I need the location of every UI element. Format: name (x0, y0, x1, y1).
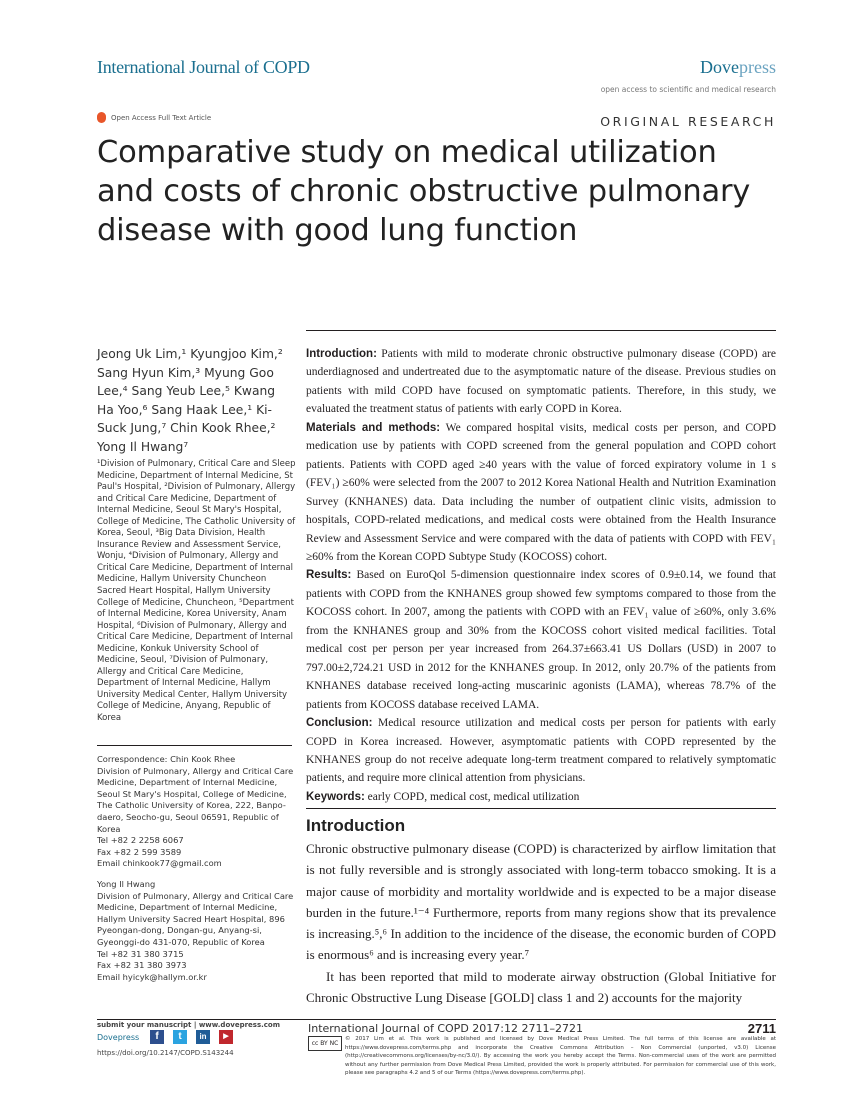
article-title: Comparative study on medical utilization and costs of chronic obstructive pulmonary disease with good lung function (97, 135, 751, 248)
page-number: 2711 (747, 1021, 776, 1036)
publisher-logo (700, 57, 776, 78)
section-text: Based on EuroQol 5-dimension questionnaire index scores of 0.9±0.14, we found that patients with COPD from the KNHANES group showed few symptoms compared to those from the KOCOSS cohort. In 2007, among the patients with COPD with an FEV₁ value of ≥60%, only 3.6% from the KNHANES group and 30% from the KOCOSS cohort visited medical facilities. Total medical cost per person per year increased from 264.37±663.41 US Dollars (USD) in 2007 to 797.00±2,724.21 USD in 2012 for the KNHANES group. In 2012, only 20.7% of the patients from KNHANES database received long-acting muscarinic agonists (LAMA), whereas 78.7% of the patients from KOCOSS database received LAMA. (306, 569, 776, 711)
paragraph: It has been reported that mild to moderate airway obstruction (Global Initiative for Chronic Obstructive Lung Disease [GOLD] class 1 and 2) accounts for the majority (306, 968, 776, 1006)
section-text: Medical resource utilization and medical costs per person for patients with early COPD in Korea increased. However, asymptomatic patients with COPD represented by the KNHANES group do not receive adequate long-term treatment compared to relatively symptomatic patients, and require more clinical attention from physicians. (306, 717, 776, 785)
section-heading-introduction: Introduction (306, 816, 406, 835)
abstract (306, 345, 776, 806)
open-access-text: Open Access Full Text Article (111, 113, 212, 122)
article-type: ORIGINAL RESEARCH (600, 114, 776, 129)
abstract-methods (306, 419, 776, 567)
brand-main: Dove (700, 57, 739, 77)
open-access-label (97, 112, 211, 123)
correspondence-secondary: Yong Il Hwang Division of Pulmonary, Allergy and Critical Care Medicine, Department of Internal Medicine, Hallym University Sacred Heart Hospital, 896 Pyeongan-dong, Dongan-gu, Anyang-si, Gyeonggi-do 431-070, Republic of Korea Tel +82 31 380 3715 Fax +82 31 380 3973 Email hyicyk@hallym.or.kr (97, 878, 294, 982)
brand-sub: press (739, 57, 776, 77)
section-label: Conclusion: (306, 717, 373, 730)
doi-link[interactable]: https://doi.org/10.2147/COPD.S143244 (97, 1049, 234, 1057)
section-text: Patients with mild to moderate chronic obstructive pulmonary disease (COPD) are underdiagnosed and undertreated due to the asymptomatic nature of the disease. Previous studies on patients with mild COPD have focused on symptomatic patients. Therefore, in this study, we evaluated the treatment status of patients with early COPD in Korea. (306, 348, 776, 416)
abstract-results (306, 566, 776, 714)
creative-commons-badge[interactable]: cc BY NC (308, 1036, 342, 1051)
publisher-tagline: open access to scientific and medical research (600, 85, 776, 94)
footer-brand: Dovepress (97, 1033, 140, 1042)
introduction-body (306, 838, 776, 1008)
linkedin-icon[interactable]: in (196, 1030, 210, 1044)
section-text: early COPD, medical cost, medical utilization (364, 790, 580, 803)
twitter-icon[interactable]: t (173, 1030, 187, 1044)
section-text: We compared hospital visits, medical costs per person, and COPD medication use by patients with COPD screened from the general population and COPD cohort patients. Patients with COPD aged ≥40 years with the value of forced expiratory volume in 1 s (FEV₁) ≥60% were selected from the 2007 to 2012 Korea National Health and Nutrition Examination Survey (KNHANES) data. Data including the number of outpatient clinic visits, admission to hospitals, COPD-related medications, and medical costs were obtained from the Health Insurance Review and Assessment Service and were compared with the data of patients with COPD with FEV₁ ≥60% from the Korean COPD Subtype Study (KOCOSS) cohort. (306, 421, 776, 563)
social-links (150, 1030, 233, 1044)
abstract-divider (306, 330, 776, 331)
intro-divider (306, 808, 776, 809)
abstract-conclusion (306, 714, 776, 788)
affiliations: ¹Division of Pulmonary, Critical Care and Sleep Medicine, Department of Internal Medicine, St Paul's Hospital, ²Division of Pulmonary, Allergy and Critical Care Medicine, Department of Internal Medicine, Seoul St Mary's Hospital, College of Medicine, The Catholic University of Korea, Seoul, ³Big Data Division, Health Insurance Review and Assessment Service, Wonju, ⁴Division of Pulmonary, Allergy and Critical Care Medicine, Department of Internal Medicine, Hallym University Chuncheon Sacred Heart Hospital, Hallym University College of Medicine, Chuncheon, ⁵Department of Internal Medicine, Korea University, Anam Hospital, ⁶Division of Pulmonary, Allergy and Critical Care Medicine, Department of Internal Medicine, Konkuk University School of Medicine, Seoul, ⁷Division of Pulmonary, Allergy and Critical Care Medicine, Department of Internal Medicine, Hallym University Medical Center, Hallym University College of Medicine, Anyang, Republic of Korea (97, 459, 296, 724)
section-label: Introduction: (306, 348, 377, 360)
section-label: Results: (306, 569, 352, 582)
correspondence-divider (97, 745, 292, 746)
open-access-lock-icon (97, 112, 106, 123)
footer-divider (97, 1019, 776, 1020)
youtube-icon[interactable]: ▶ (219, 1030, 233, 1044)
paragraph: Chronic obstructive pulmonary disease (COPD) is characterized by airflow limitation that is not fully reversible and is strongly associated with long-term tobacco smoking. It is a major cause of morbidity and mortality worldwide and is expected to be a major disease burden in the future.¹⁻⁴ Furthermore, reports from many regions show that its prevalence is increasing.⁵,⁶ In addition to the incidence of the disease, the economic burden of COPD is enormous⁶ and is increasing every year.⁷ (306, 841, 776, 963)
facebook-icon[interactable]: f (150, 1030, 164, 1044)
section-label: Materials and methods: (306, 421, 441, 434)
journal-name: International Journal of COPD (97, 57, 310, 77)
section-label: Keywords: (306, 790, 365, 803)
abstract-keywords (306, 788, 776, 806)
license-text: © 2017 Lim et al. This work is published and licensed by Dove Medical Press Limited. The full terms of this license are available at https://www.dovepress.com/terms.php and incorporate the Creative Commons Attribution – Non Commercial (unported, v3.0) License (http://creativecommons.org/licenses/by-nc/3.0/). By accessing the work you hereby accept the Terms. Non-commercial uses of the work are permitted without any further permission from Dove Medical Press Limited, provided the work is properly attributed. For permission for commercial use of this work, please see paragraphs 4.2 and 5 of our Terms (https://www.dovepress.com/terms.php). (345, 1036, 776, 1077)
correspondence-primary: Correspondence: Chin Kook Rhee Division of Pulmonary, Allergy and Critical Care Medicine, Department of Internal Medicine, Seoul St Mary's Hospital, College of Medicine, The Catholic University of Korea, 222, Banpo-daero, Seocho-gu, Seoul 06591, Republic of Korea Tel +82 2 2258 6067 Fax +82 2 599 3589 Email chinkook77@gmail.com (97, 754, 294, 869)
correspondence-block (97, 754, 297, 992)
submit-manuscript-link[interactable]: submit your manuscript | www.dovepress.com (97, 1021, 281, 1029)
author-list: Jeong Uk Lim,¹ Kyungjoo Kim,² Sang Hyun Kim,³ Myung Goo Lee,⁴ Sang Yeub Lee,⁵ Kwang Ha Yoo,⁶ Sang Haak Lee,¹ Ki-Suck Jung,⁷ Chin Kook Rhee,² Yong Il Hwang⁷ (97, 347, 283, 454)
abstract-introduction (306, 345, 776, 419)
journal-citation: International Journal of COPD 2017:12 2711–2721 (308, 1022, 583, 1035)
